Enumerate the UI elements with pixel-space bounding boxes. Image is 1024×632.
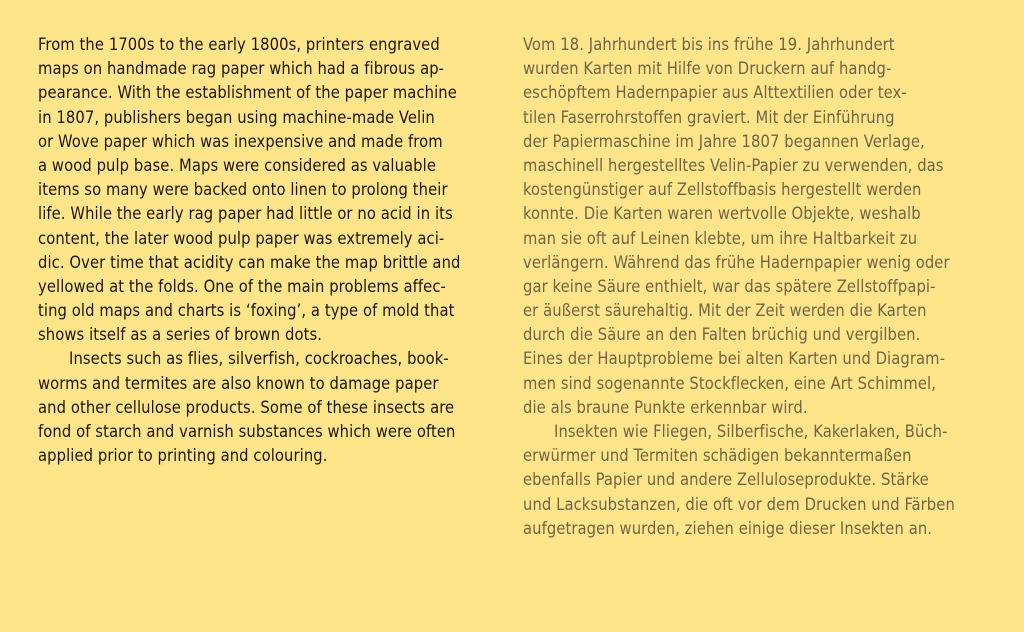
text-line: verlängern. Während das frühe Hadernpapier wenig oder bbox=[523, 252, 950, 272]
text-line: er äußerst säurehaltig. Mit der Zeit werden die Karten bbox=[523, 301, 927, 321]
text-line: Vom 18. Jahrhundert bis ins frühe 19. Jahrhundert bbox=[523, 35, 895, 54]
text-line: fond of starch and varnish substances which were often bbox=[38, 422, 456, 441]
paragraph-first-line: Insekten wie Fliegen, Silberfische, Kakerlaken, Büch- bbox=[554, 422, 948, 441]
text-line: From the 1700s to the early 1800s, printers engraved bbox=[38, 35, 440, 54]
text-line: durch die Säure an den Falten brüchig und vergilben. bbox=[523, 325, 921, 345]
text-line: erwürmer und Termiten schädigen bekanntermaßen bbox=[523, 446, 912, 466]
text-line: maps on handmade rag paper which had a fibrous ap- bbox=[38, 59, 445, 79]
text-line: kostengünstiger auf Zellstoffbasis hergestellt werden bbox=[523, 180, 922, 200]
text-line: yellowed at the folds. One of the main problems affec- bbox=[38, 276, 446, 296]
text-line: aufgetragen wurden, ziehen einige dieser Insekten an. bbox=[523, 518, 933, 538]
text-line: man sie oft auf Leinen klebte, um ihre Haltbarkeit zu bbox=[523, 228, 918, 248]
text-line: items so many were backed onto linen to prolong their bbox=[38, 180, 448, 200]
text-line: gar keine Säure enthielt, war das spätere Zellstoffpapi- bbox=[523, 276, 936, 296]
text-line: tilen Faserrohrstoffen graviert. Mit der Einführung bbox=[523, 107, 895, 127]
text-line: a wood pulp base. Maps were considered as valuable bbox=[38, 155, 437, 175]
text-line: wurden Karten mit Hilfe von Druckern auf handg- bbox=[523, 59, 892, 79]
text-line: und Lacksubstanzen, die oft vor dem Drucken und Färben bbox=[523, 494, 955, 514]
text-line: men sind sogenannte Stockflecken, eine Art Schimmel, bbox=[523, 373, 937, 393]
text-line: dic. Over time that acidity can make the map brittle and bbox=[38, 252, 461, 272]
text-line: or Wove paper which was inexpensive and made from bbox=[38, 131, 443, 151]
text-line: worms and termites are also known to damage paper bbox=[38, 373, 439, 393]
text-line: eschöpftem Hadernpapier aus Alttextilien oder tex- bbox=[523, 83, 907, 103]
text-line: pearance. With the establishment of the paper machine bbox=[38, 83, 457, 103]
text-line: ebenfalls Papier und andere Zelluloseprodukte. Stärke bbox=[523, 470, 929, 490]
text-line: applied prior to printing and colouring. bbox=[38, 446, 328, 466]
text-line: content, the later wood pulp paper was extremely aci- bbox=[38, 228, 445, 248]
text-line: der Papiermaschine im Jahre 1807 begannen Verlage, bbox=[523, 131, 925, 151]
text-line: shows itself as a series of brown dots. bbox=[38, 325, 323, 345]
english-text-column bbox=[38, 33, 490, 468]
german-text-column bbox=[523, 33, 987, 541]
text-line: die als braune Punkte erkennbar wird. bbox=[523, 397, 808, 417]
text-line: and other cellulose products. Some of these insects are bbox=[38, 397, 455, 417]
paragraph-first-line: Insects such as flies, silverfish, cockroaches, book- bbox=[69, 349, 449, 369]
text-line: in 1807, publishers began using machine-made Velin bbox=[38, 107, 435, 127]
text-line: Eines der Hauptprobleme bei alten Karten und Diagram- bbox=[523, 349, 946, 369]
text-line: life. While the early rag paper had little or no acid in its bbox=[38, 204, 453, 224]
text-line: ting old maps and charts is ‘foxing’, a type of mold that bbox=[38, 301, 455, 321]
text-line: maschinell hergestelltes Velin-Papier zu verwenden, das bbox=[523, 155, 944, 175]
text-line: konnte. Die Karten waren wertvolle Objekte, weshalb bbox=[523, 204, 921, 224]
